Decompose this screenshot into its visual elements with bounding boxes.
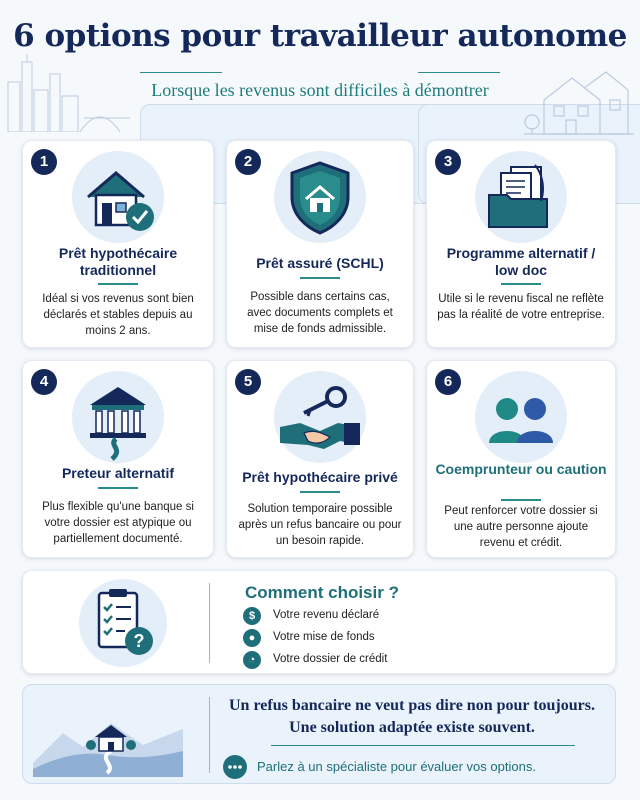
bottom-message-line-1: Un refus bancaire ne veut pas dire non pour toujours. — [229, 697, 595, 714]
option-icon-circle — [475, 151, 567, 243]
house-sketch-icon — [524, 66, 634, 136]
page-title: 6 options pour travailleur autonome — [13, 18, 627, 54]
option-icon-circle — [274, 371, 366, 463]
option-title: Programme alternatif / low doc — [446, 245, 596, 278]
option-icon-circle — [72, 151, 164, 243]
choose-panel — [22, 570, 616, 674]
option-description: Possible dans certains cas, avec documents complets et mise de fonds admissible. — [247, 291, 393, 335]
option-number: 6 — [435, 369, 461, 395]
option-title-rule — [98, 283, 138, 285]
bank-building-icon — [72, 371, 164, 463]
checklist-question-icon — [79, 579, 167, 667]
svg-text:?: ? — [133, 631, 145, 651]
option-title-rule — [98, 487, 138, 489]
option-number: 2 — [235, 149, 261, 175]
dollar-icon: $ — [243, 607, 261, 625]
option-description: Peut renforcer votre dossier si une autre personne ajoute revenu et crédit. — [444, 505, 598, 549]
option-title-rule — [501, 499, 541, 501]
cta-text: Parlez à un spécialiste pour évaluer vos options. — [257, 759, 536, 774]
subtitle-rule-left — [140, 72, 222, 73]
option-card-3[interactable] — [426, 140, 616, 348]
option-title: Coemprunteur ou caution — [435, 461, 607, 477]
bottom-message-line-2: Une solution adaptée existe souvent. — [289, 719, 535, 736]
choose-divider — [209, 583, 210, 663]
house-landscape-icon — [33, 693, 183, 777]
option-title: Prêt assuré (SCHL) — [256, 255, 384, 271]
option-title-rule — [501, 283, 541, 285]
option-number: 1 — [31, 149, 57, 175]
key-handshake-icon — [274, 371, 366, 463]
option-title-rule — [300, 277, 340, 279]
option-card-1[interactable] — [22, 140, 214, 348]
option-card-6[interactable] — [426, 360, 616, 558]
choose-item-label: Votre dossier de crédit — [273, 653, 388, 665]
option-number: 5 — [235, 369, 261, 395]
cta-link[interactable] — [223, 755, 603, 779]
option-title: Prêt hypothécaire privé — [242, 469, 398, 485]
piggy-bank-icon: ● — [243, 629, 261, 647]
option-number: 4 — [31, 369, 57, 395]
option-card-2[interactable] — [226, 140, 414, 348]
shield-house-icon — [274, 151, 366, 243]
house-check-icon — [72, 151, 164, 243]
choose-title: Comment choisir ? — [245, 583, 399, 602]
option-card-5[interactable] — [226, 360, 414, 558]
choose-item-label: Votre mise de fonds — [273, 631, 375, 643]
option-icon-circle — [274, 151, 366, 243]
option-description: Plus flexible qu'une banque si votre dossier est atypique ou partiellement documenté. — [42, 501, 194, 545]
option-title-rule — [300, 491, 340, 493]
option-title: Preteur alternatif — [61, 465, 175, 481]
chat-bubble-icon — [223, 755, 247, 779]
header — [0, 0, 640, 138]
bottom-banner — [22, 684, 616, 784]
option-description: Solution temporaire possible après un refus bancaire ou pour un besoin rapide. — [238, 503, 402, 547]
option-number: 3 — [435, 149, 461, 175]
choose-icon-circle — [79, 579, 167, 667]
two-people-icon — [475, 371, 567, 463]
subtitle-rule-right — [418, 72, 500, 73]
option-description: Utile si le revenu fiscal ne reflète pas la réalité de votre entreprise. — [437, 293, 605, 321]
option-title: Prêt hypothécaire traditionnel — [58, 245, 178, 278]
folder-documents-icon — [475, 151, 567, 243]
option-icon-circle — [475, 371, 567, 463]
choose-item-label: Votre revenu déclaré — [273, 609, 380, 621]
gauge-icon: ◔ — [243, 651, 261, 669]
option-card-4[interactable] — [22, 360, 214, 558]
option-icon-circle — [72, 371, 164, 463]
bottom-rule — [271, 745, 575, 746]
page-subtitle: Lorsque les revenus sont difficiles à démontrer — [151, 80, 489, 100]
option-description: Idéal si vos revenus sont bien déclarés et stables depuis au moins 2 ans. — [42, 293, 194, 337]
